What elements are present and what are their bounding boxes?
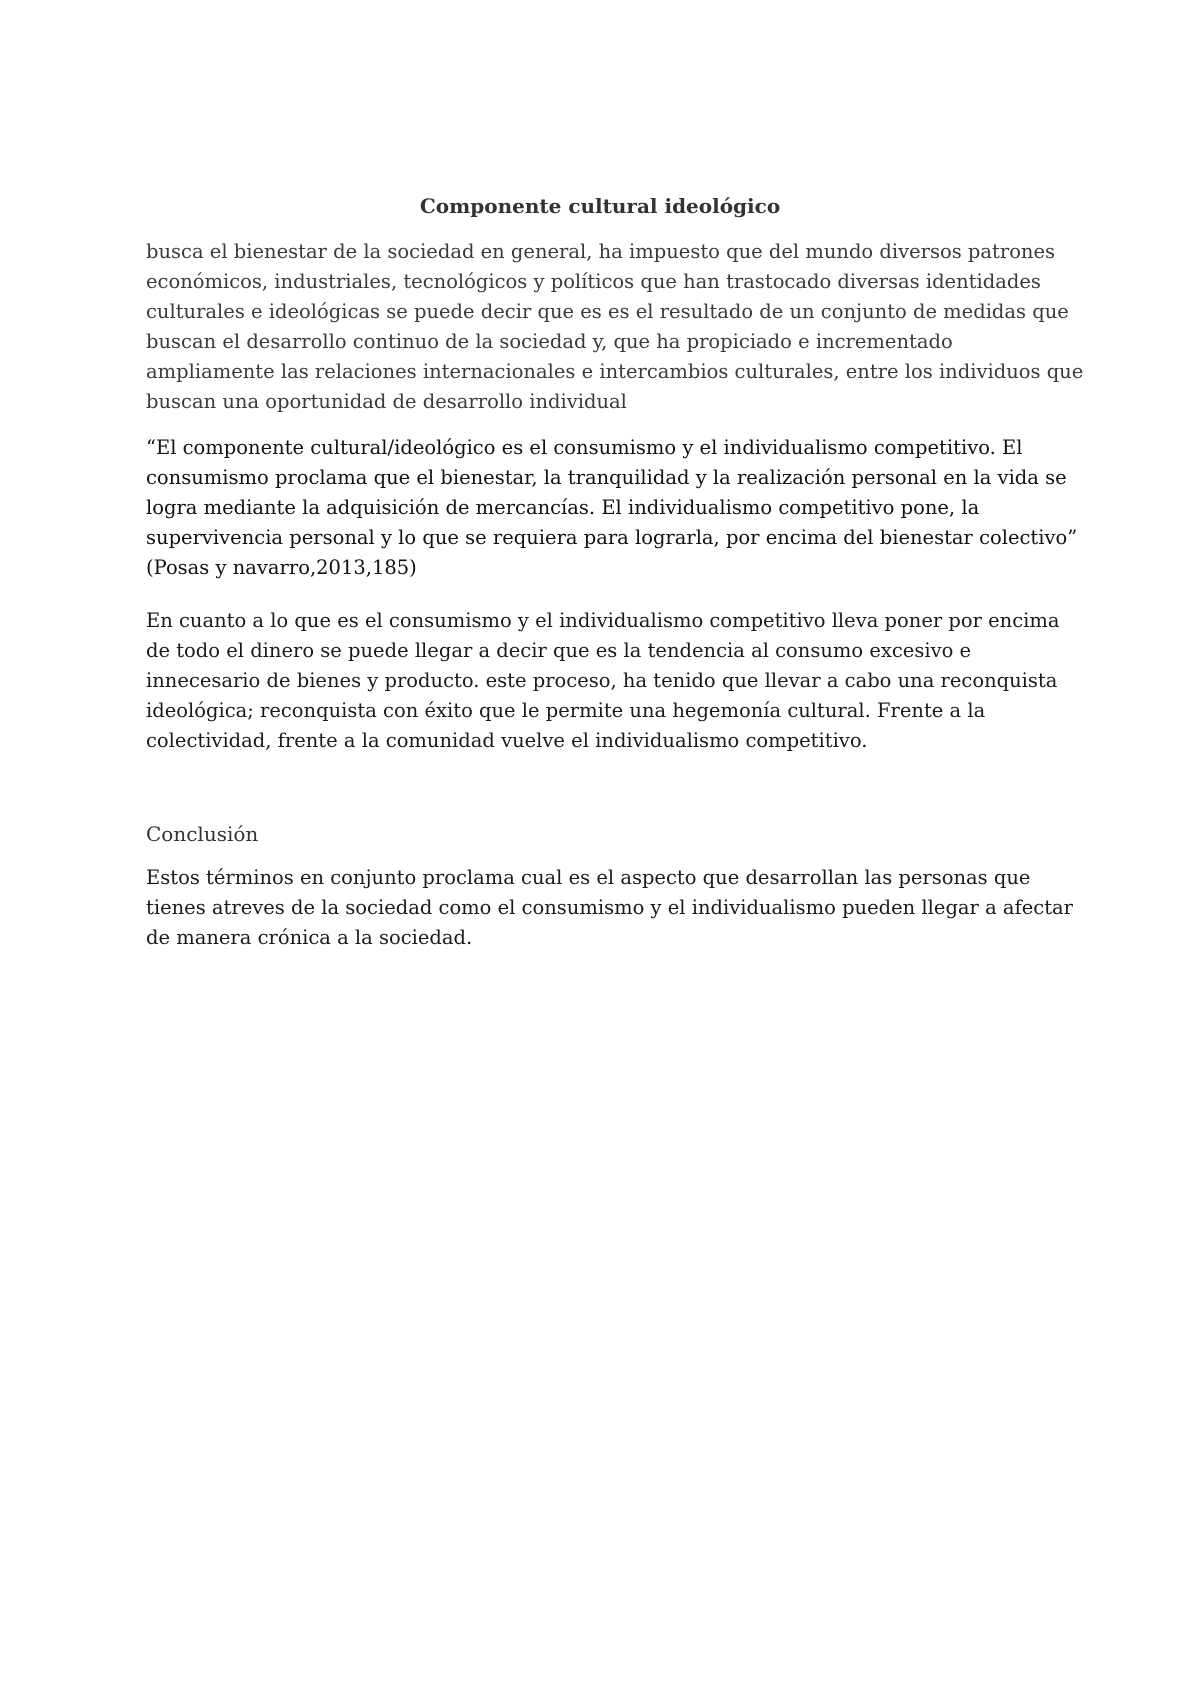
paragraph-line: logra mediante la adquisición de mercancías. El individualismo competitivo pone, la: [146, 496, 980, 519]
paragraph-conclusion: [146, 863, 1076, 953]
paragraph-line: (Posas y navarro,2013,185): [146, 556, 417, 579]
paragraph-line: En cuanto a lo que es el consumismo y el individualismo competitivo lleva poner por encima: [146, 609, 1060, 632]
paragraph-line: de manera crónica a la sociedad.: [146, 926, 473, 949]
paragraph-quote: [146, 433, 1076, 583]
paragraph-line: “El componente cultural/ideológico es el consumismo y el individualismo competitivo. El: [146, 436, 1023, 459]
paragraph-line: buscan el desarrollo continuo de la sociedad y, que ha propiciado e incrementado: [146, 330, 953, 353]
paragraph-line: culturales e ideológicas se puede decir que es es el resultado de un conjunto de medidas que: [146, 300, 1069, 323]
paragraph-intro: [146, 237, 1084, 417]
document-title: Componente cultural ideológico: [419, 194, 781, 218]
conclusion-heading: Conclusión: [146, 822, 259, 846]
paragraph-analysis: [146, 606, 1076, 756]
paragraph-line: económicos, industriales, tecnológicos y políticos que han trastocado diversas identidades: [146, 270, 1041, 293]
paragraph-line: busca el bienestar de la sociedad en general, ha impuesto que del mundo diversos patrones: [146, 240, 1056, 263]
paragraph-line: tienes atreves de la sociedad como el consumismo y el individualismo pueden llegar a afectar: [146, 896, 1073, 919]
paragraph-line: innecesario de bienes y producto. este proceso, ha tenido que llevar a cabo una reconquista: [146, 669, 1058, 692]
paragraph-line: de todo el dinero se puede llegar a decir que es la tendencia al consumo excesivo e: [146, 639, 972, 662]
paragraph-line: Estos términos en conjunto proclama cual es el aspecto que desarrollan las personas que: [146, 866, 1031, 889]
paragraph-line: colectividad, frente a la comunidad vuelve el individualismo competitivo.: [146, 729, 868, 752]
paragraph-line: supervivencia personal y lo que se requiera para lograrla, por encima del bienestar colectivo”: [146, 526, 1078, 549]
paragraph-line: ampliamente las relaciones internacionales e intercambios culturales, entre los individuos que: [146, 360, 1084, 383]
paragraph-line: consumismo proclama que el bienestar, la tranquilidad y la realización personal en la vida se: [146, 466, 1067, 489]
paragraph-line: buscan una oportunidad de desarrollo individual: [146, 390, 627, 413]
paragraph-line: ideológica; reconquista con éxito que le permite una hegemonía cultural. Frente a la: [146, 699, 986, 722]
